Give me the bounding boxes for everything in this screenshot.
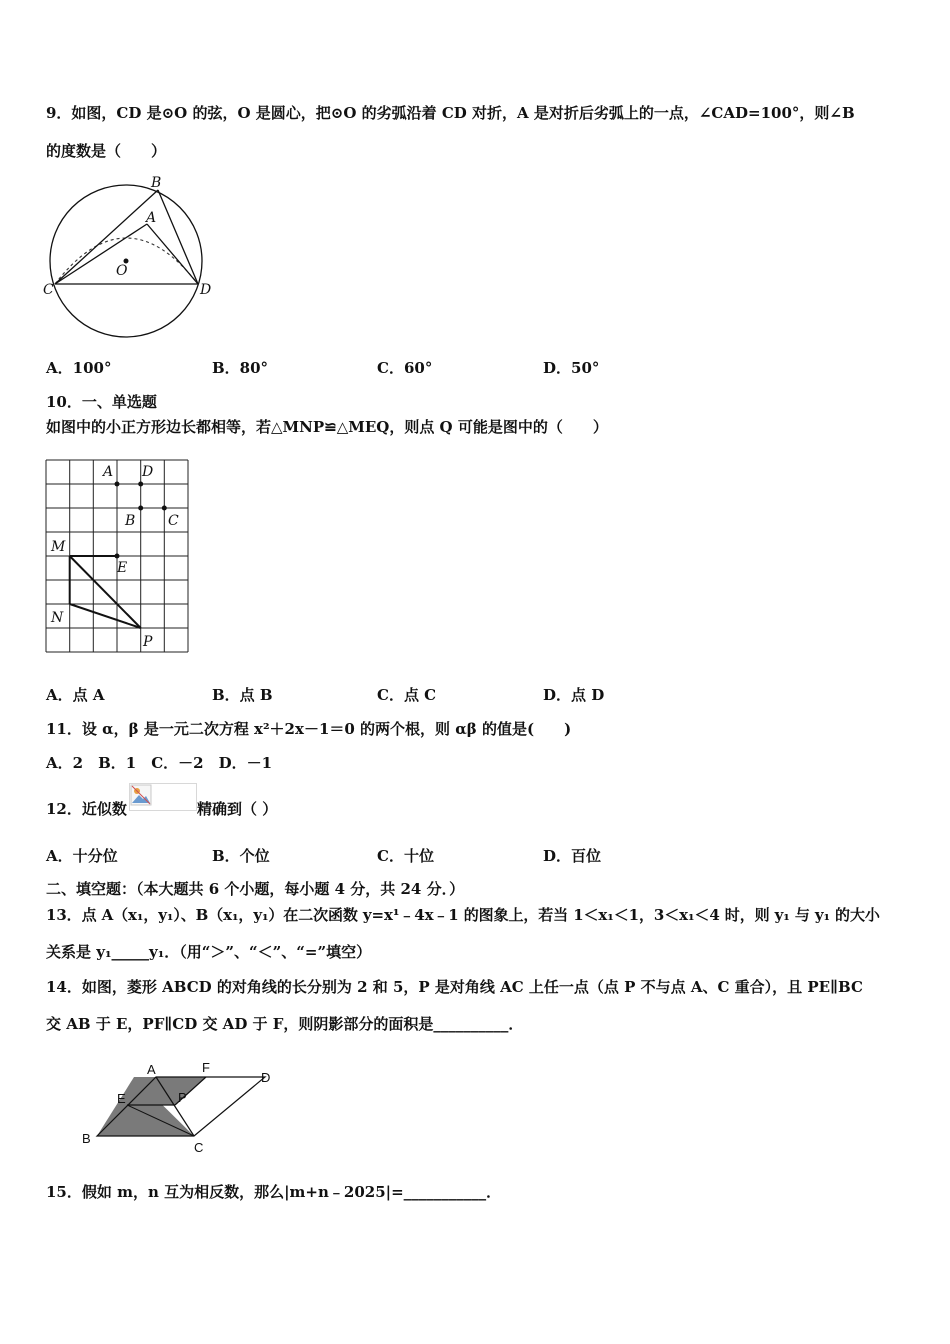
label-p: P (143, 634, 153, 650)
q12-option-d: D．百位 (543, 847, 602, 865)
q9-option-d: D．50° (543, 359, 600, 377)
q12-option-b: B．个位 (212, 847, 270, 865)
label-e: E (117, 1091, 126, 1106)
label-b: B (151, 175, 162, 191)
q10-option-c: C．点 C (377, 686, 437, 704)
label-e: E (117, 560, 128, 576)
triangles (70, 556, 141, 628)
q10-option-a: A．点 A (46, 686, 105, 704)
q9-option-c: C．60° (377, 359, 433, 377)
q14-stem-line2: 交 AB 于 E，PF∥CD 交 AD 于 F，则阴影部分的面积是__________． (46, 1015, 524, 1033)
label-p: P (178, 1090, 187, 1105)
broken-image-icon (129, 783, 197, 811)
q9-option-a: A．100° (46, 359, 112, 377)
q10-stem: 如图中的小正方形边长都相等，若△MNP≌△MEQ，则点 Q 可能是图中的（ ） (46, 418, 608, 436)
q14-rhombus-figure (80, 1058, 280, 1158)
q13-stem-line2: 关系是 y₁_____y₁．（用“＞”、“＜”、“=”填空） (46, 943, 372, 961)
label-a: A (147, 1062, 156, 1077)
q9-circle-figure (40, 172, 220, 342)
label-c: C (43, 282, 54, 298)
q9-stem-line1: 9．如图，CD 是⊙O 的弦，O 是圆心，把⊙O 的劣弧沿着 CD 对折，A 是对折后劣弧上的一点，∠CAD=100°，则∠B (46, 104, 855, 122)
label-c: C (194, 1140, 204, 1155)
q9-stem-line2: 的度数是（ ） (46, 142, 167, 160)
q12-option-a: A．十分位 (46, 847, 118, 865)
label-a: A (103, 464, 114, 480)
q12-suffix: 精确到（ ） (197, 800, 278, 818)
label-n: N (51, 610, 64, 626)
q10-option-d: D．点 D (543, 686, 605, 704)
q11-options: A．2 B．1 C．－2 D．－1 (46, 754, 273, 772)
label-d: D (200, 282, 212, 298)
q12-prefix: 12．近似数 (46, 800, 127, 818)
q9-option-b: B．80° (212, 359, 269, 377)
shaded-triangle-upper (134, 1077, 206, 1105)
q12-option-c: C．十位 (377, 847, 434, 865)
q11-stem: 11．设 α，β 是一元二次方程 x²＋2x－1＝0 的两个根，则 αβ 的值是( ) (46, 720, 572, 738)
q14-stem-line1: 14．如图，菱形 ABCD 的对角线的长分别为 2 和 5，P 是对角线 AC 上任一点（点 P 不与点 A、C 重合），且 PE∥BC (46, 978, 863, 996)
label-c: C (168, 513, 179, 529)
label-b: B (125, 513, 136, 529)
label-m: M (51, 539, 66, 555)
label-d: D (261, 1070, 271, 1085)
label-b: B (82, 1131, 91, 1146)
q10-heading: 10．一、单选题 (46, 393, 157, 411)
section2-title: 二、填空题：（本大题共 6 个小题，每小题 4 分，共 24 分．） (46, 880, 465, 898)
label-d: D (142, 464, 154, 480)
label-a: A (146, 210, 157, 226)
q10-option-b: B．点 B (212, 686, 273, 704)
label-o: O (116, 263, 128, 279)
q10-grid-figure (44, 458, 192, 658)
label-f: F (202, 1060, 210, 1075)
q15-stem: 15．假如 m，n 互为相反数，那么|m+n﹣2025|=___________． (46, 1183, 502, 1201)
q13-stem-line1: 13．点 A（x₁，y₁）、B（x₁，y₁）在二次函数 y=x¹﹣4x﹣1 的图象上，若当 1＜x₁＜1，3＜x₁＜4 时，则 y₁ 与 y₁ 的大小 (46, 906, 880, 924)
